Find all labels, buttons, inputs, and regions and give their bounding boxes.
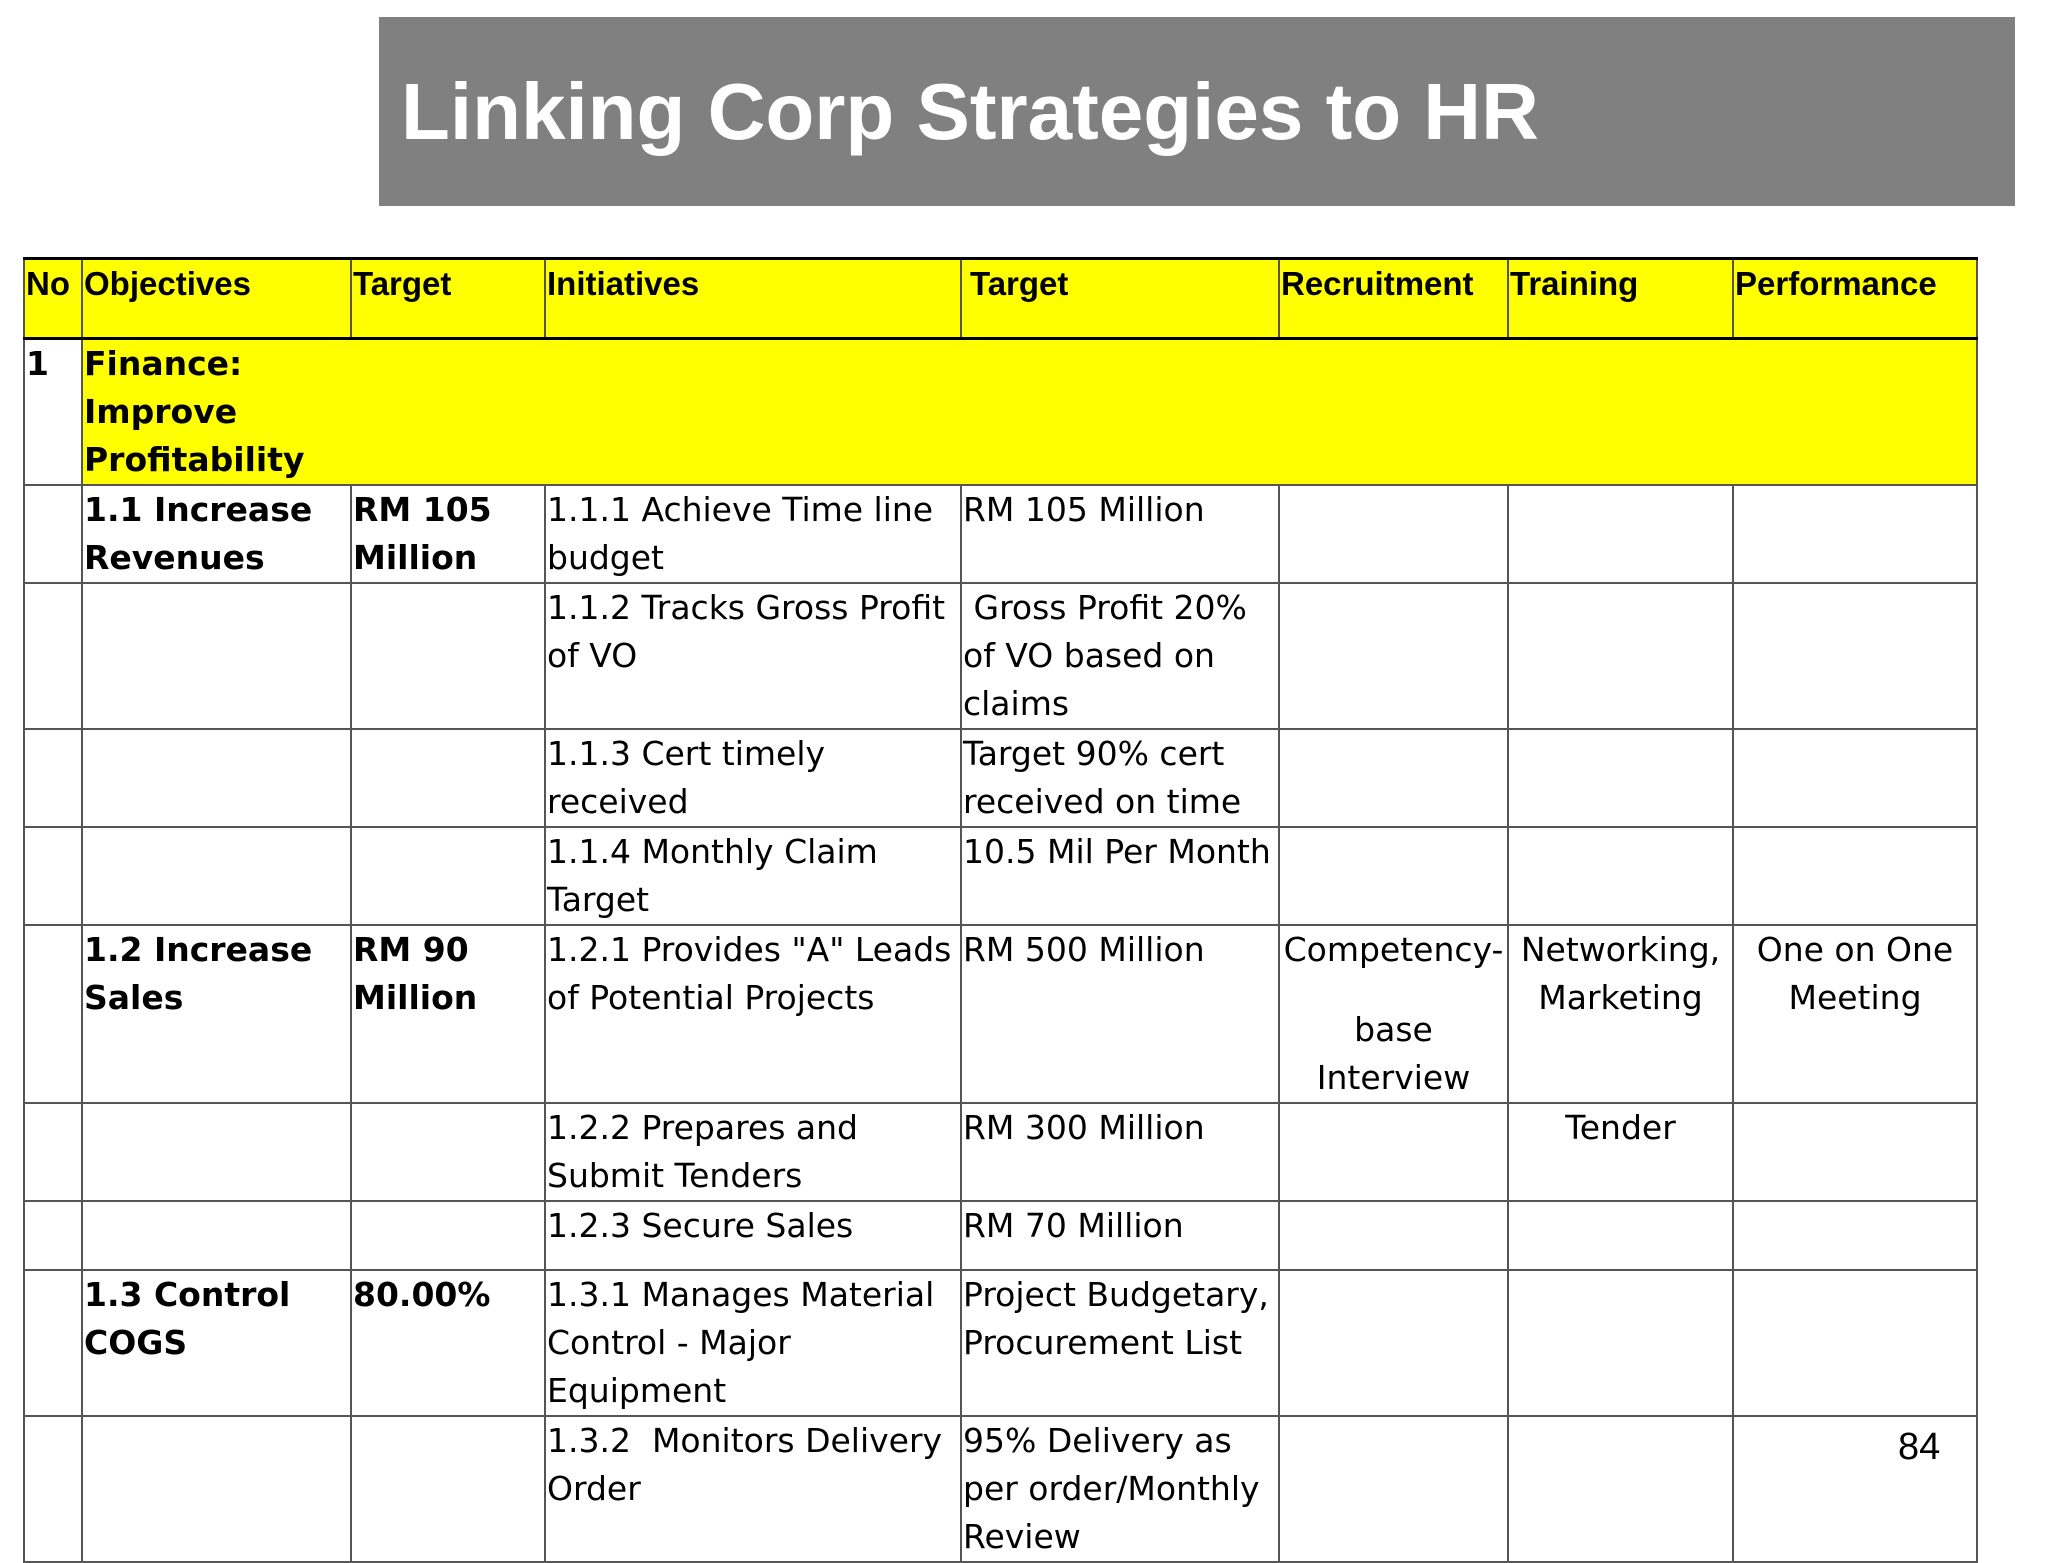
training-cell [1508, 729, 1733, 827]
performance-cell [1733, 1201, 1977, 1270]
training-cell [1508, 485, 1733, 583]
section-title: Finance: Improve Profitability [82, 339, 1977, 486]
recruitment-cell [1279, 827, 1508, 925]
objective-cell [82, 729, 351, 827]
objective-cell: 1.3 Control COGS [82, 1270, 351, 1416]
target-cell: RM 105 Million [351, 485, 545, 583]
section-row [24, 339, 1977, 486]
initiative-cell: 1.2.1 Provides "A" Leads of Potential Projects [545, 925, 961, 1103]
header-performance: Performance [1733, 259, 1977, 339]
initiative-cell: 1.2.2 Prepares and Submit Tenders [545, 1103, 961, 1201]
section-number: 1 [24, 339, 82, 486]
objective-cell [82, 1416, 351, 1562]
initiative-target-cell: Target 90% cert received on time [961, 729, 1279, 827]
initiative-target-cell: Gross Profit 20% of VO based on claims [961, 583, 1279, 729]
training-cell [1508, 1270, 1733, 1416]
target-cell [351, 1103, 545, 1201]
header-no: No [24, 259, 82, 339]
table-row [24, 925, 1977, 1103]
performance-cell: One on One Meeting [1733, 925, 1977, 1103]
title-banner [379, 17, 2015, 206]
table-row [24, 827, 1977, 925]
training-cell [1508, 1416, 1733, 1562]
initiative-cell: 1.3.1 Manages Material Control - Major Equipment [545, 1270, 961, 1416]
recruitment-cell [1279, 925, 1508, 1103]
target-cell: RM 90 Million [351, 925, 545, 1103]
initiative-target-cell: 95% Delivery as per order/Monthly Review [961, 1416, 1279, 1562]
target-cell: 80.00% [351, 1270, 545, 1416]
target-cell [351, 583, 545, 729]
table-row [24, 485, 1977, 583]
objective-cell [82, 1201, 351, 1270]
table-row [24, 729, 1977, 827]
performance-cell [1733, 1416, 1977, 1562]
header-row [24, 259, 1977, 339]
training-cell: Networking, Marketing [1508, 925, 1733, 1103]
table-row [24, 1270, 1977, 1416]
recruitment-cell [1279, 1270, 1508, 1416]
initiative-target-cell: RM 300 Million [961, 1103, 1279, 1201]
header-initiatives: Initiatives [545, 259, 961, 339]
target-cell [351, 827, 545, 925]
table-row [24, 583, 1977, 729]
performance-cell [1733, 1270, 1977, 1416]
initiative-target-cell: RM 105 Million [961, 485, 1279, 583]
performance-cell [1733, 729, 1977, 827]
training-cell [1508, 1201, 1733, 1270]
header-recruitment: Recruitment [1279, 259, 1508, 339]
initiative-target-cell: RM 70 Million [961, 1201, 1279, 1270]
target-cell [351, 1201, 545, 1270]
recruitment-cell [1279, 1201, 1508, 1270]
objective-cell [82, 827, 351, 925]
table-row [24, 1416, 1977, 1562]
header-target: Target [351, 259, 545, 339]
target-cell [351, 1416, 545, 1562]
objective-cell [82, 583, 351, 729]
training-cell [1508, 827, 1733, 925]
recruitment-cell [1279, 485, 1508, 583]
training-cell [1508, 583, 1733, 729]
recruitment-cell [1279, 1416, 1508, 1562]
objective-cell: 1.2 Increase Sales [82, 925, 351, 1103]
recruitment-line-1: Competency- [1283, 930, 1504, 969]
recruitment-cell [1279, 729, 1508, 827]
initiative-target-cell: RM 500 Million [961, 925, 1279, 1103]
performance-cell [1733, 485, 1977, 583]
header-training: Training [1508, 259, 1733, 339]
recruitment-cell [1279, 583, 1508, 729]
objective-cell: 1.1 Increase Revenues [82, 485, 351, 583]
initiative-target-cell: Project Budgetary, Procurement List [961, 1270, 1279, 1416]
performance-cell [1733, 583, 1977, 729]
table-row [24, 1103, 1977, 1201]
header-initiative-target: Target [961, 259, 1279, 339]
recruitment-line-2: base Interview [1316, 1010, 1471, 1097]
initiative-cell: 1.1.4 Monthly Claim Target [545, 827, 961, 925]
initiative-cell: 1.2.3 Secure Sales [545, 1201, 961, 1270]
performance-cell [1733, 827, 1977, 925]
performance-cell [1733, 1103, 1977, 1201]
training-cell: Tender [1508, 1103, 1733, 1201]
initiative-target-cell: 10.5 Mil Per Month [961, 827, 1279, 925]
initiative-cell: 1.1.1 Achieve Time line budget [545, 485, 961, 583]
header-objectives: Objectives [82, 259, 351, 339]
page-number: 84 [1898, 1426, 1941, 1468]
initiative-cell: 1.3.2 Monitors Delivery Order [545, 1416, 961, 1562]
table-row [24, 1201, 1977, 1270]
initiative-cell: 1.1.2 Tracks Gross Profit of VO [545, 583, 961, 729]
recruitment-cell [1279, 1103, 1508, 1201]
slide-title: Linking Corp Strategies to HR [401, 67, 1539, 156]
objective-cell [82, 1103, 351, 1201]
target-cell [351, 729, 545, 827]
initiative-cell: 1.1.3 Cert timely received [545, 729, 961, 827]
strategy-table [23, 257, 1978, 1563]
